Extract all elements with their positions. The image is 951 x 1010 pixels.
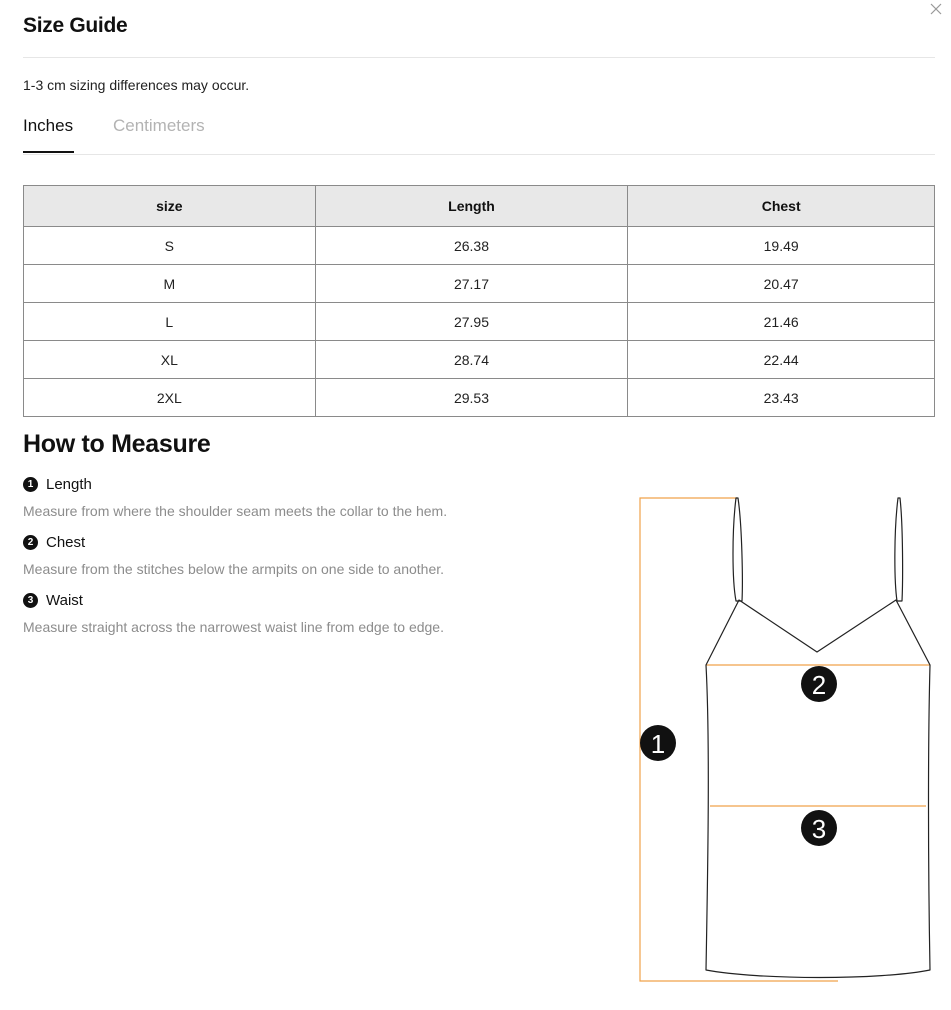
number-3-icon: 3	[23, 593, 38, 608]
marker-3-label: 3	[811, 814, 827, 844]
marker-2	[801, 666, 837, 702]
tab-inches[interactable]: Inches	[23, 116, 74, 135]
cell-length: 28.74	[315, 341, 628, 379]
number-1-icon: 1	[23, 477, 38, 492]
measure-label: Chest	[46, 533, 86, 551]
right-strap	[895, 498, 903, 601]
measure-description: Measure from where the shoulder seam meets the collar to the hem.	[23, 503, 448, 519]
tab-centimeters[interactable]: Centimeters	[113, 116, 205, 135]
table-row	[24, 227, 935, 265]
measure-label: Length	[46, 475, 92, 493]
sizing-note: 1-3 cm sizing differences may occur.	[23, 77, 250, 93]
cell-length: 26.38	[315, 227, 628, 265]
cell-chest: 22.44	[628, 341, 935, 379]
table-row	[24, 265, 935, 303]
measure-item-waist	[23, 590, 444, 635]
cell-length: 29.53	[315, 379, 628, 417]
left-strap	[733, 498, 742, 601]
table-row	[24, 379, 935, 417]
cell-size: L	[24, 303, 316, 341]
number-2-icon: 2	[23, 535, 38, 550]
cell-size: 2XL	[24, 379, 316, 417]
cell-size: S	[24, 227, 316, 265]
close-button[interactable]	[926, 0, 946, 20]
size-table	[23, 185, 935, 417]
cell-chest: 19.49	[628, 227, 935, 265]
column-header-size: size	[24, 186, 316, 227]
column-header-chest: Chest	[628, 186, 935, 227]
table-row	[24, 341, 935, 379]
how-to-measure-title: How to Measure	[23, 430, 211, 458]
close-icon	[926, 0, 946, 20]
marker-1-label: 1	[650, 729, 666, 759]
cell-size: M	[24, 265, 316, 303]
cell-chest: 20.47	[628, 265, 935, 303]
header-divider	[23, 57, 935, 58]
marker-2-label: 2	[811, 670, 827, 700]
cell-length: 27.17	[315, 265, 628, 303]
cell-chest: 23.43	[628, 379, 935, 417]
garment-outline	[706, 498, 930, 978]
measurement-lines	[640, 498, 930, 981]
unit-tabs	[23, 110, 935, 155]
column-header-length: Length	[315, 186, 628, 227]
body-outline	[706, 600, 930, 978]
measure-item-length	[23, 474, 447, 519]
marker-3	[801, 810, 837, 846]
camisole-diagram	[630, 490, 940, 990]
modal-title: Size Guide	[23, 14, 128, 37]
cell-size: XL	[24, 341, 316, 379]
measure-item-chest	[23, 532, 444, 577]
marker-1	[640, 725, 676, 761]
measure-label: Waist	[46, 591, 83, 609]
cell-length: 27.95	[315, 303, 628, 341]
active-tab-indicator	[23, 151, 74, 153]
measure-description: Measure from the stitches below the armpits on one side to another.	[23, 561, 445, 577]
cell-chest: 21.46	[628, 303, 935, 341]
table-header-row	[24, 186, 935, 227]
table-row	[24, 303, 935, 341]
measure-description: Measure straight across the narrowest waist line from edge to edge.	[23, 619, 444, 635]
